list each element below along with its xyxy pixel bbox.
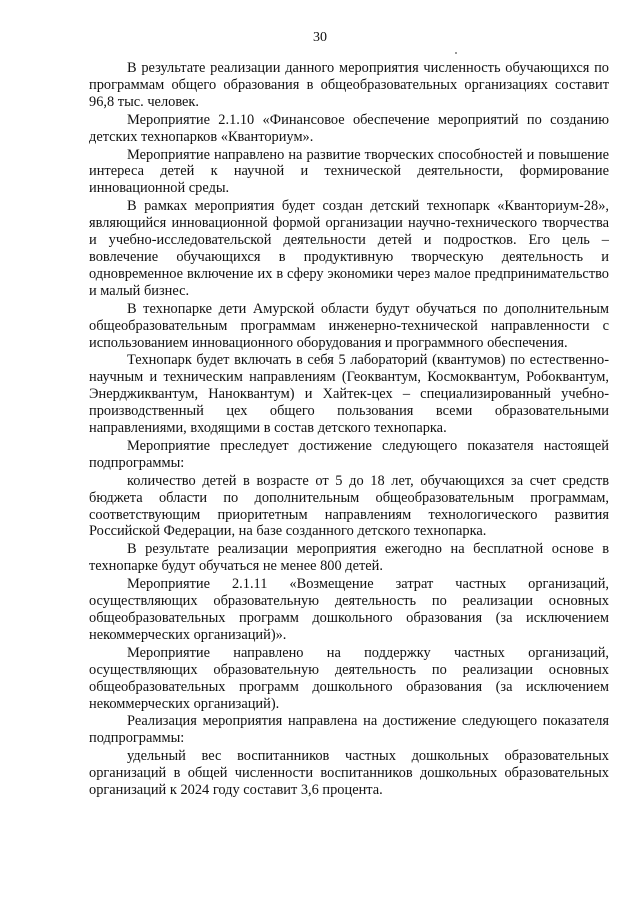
- scan-speck: [455, 52, 457, 54]
- paragraph: Мероприятие направлено на развитие творческих способностей и повышение интереса детей к научной и технической деятельности, формирование инновационной среды.: [89, 146, 609, 197]
- paragraph: Мероприятие 2.1.10 «Финансовое обеспечение мероприятий по созданию детских технопарков «Кванториум».: [89, 111, 609, 145]
- paragraph: В результате реализации данного мероприятия численность обучающихся по программам общего образования в общеобразовательных организациях составит 96,8 тыс. человек.: [89, 60, 609, 110]
- paragraph: Мероприятие 2.1.11 «Возмещение затрат частных организаций, осуществляющих образовательную деятельность по реализации основных общеобразовательных программ дошкольного образования (за исключением некоммерческих организаций)».: [89, 576, 609, 643]
- paragraph: Мероприятие преследует достижение следующего показателя настоящей подпрограммы:: [89, 437, 609, 471]
- paragraph: В технопарке дети Амурской области будут обучаться по дополнительным общеобразовательным программам инженерно-технической направленности с использованием инновационного оборудования и программного обеспечения.: [89, 300, 609, 351]
- page-number: 30: [313, 30, 327, 45]
- paragraph: В рамках мероприятия будет создан детский технопарк «Кванториум-28», являющийся инновационной формой организации научно-технического творчества и учебно-исследовательской деятельности детей и подростков. Его цель – вовлечение обучающихся в продуктивную творческую деятельность и одновременное включение их в сферу экономики через малое предпринимательство и малый бизнес.: [89, 198, 609, 299]
- paragraph: Реализация мероприятия направлена на достижение следующего показателя подпрограммы:: [89, 713, 609, 747]
- paragraph: количество детей в возрасте от 5 до 18 лет, обучающихся за счет средств бюджета области по дополнительным общеобразовательным программам, соответствующим приоритетным направлениям технологического развития Российской Федерации, на базе созданного детского технопарка.: [89, 472, 609, 540]
- paragraph: В результате реализации мероприятия ежегодно на бесплатной основе в технопарке будут обучаться не менее 800 детей.: [89, 541, 609, 575]
- paragraph: Технопарк будет включать в себя 5 лабораторий (квантумов) по естественно-научным и техническим направлениям (Геоквантум, Космоквантум, Робоквантум, Энерджиквантум, Наноквантум) и Хайтек-цех – специализированный учебно-производственный цех общего пользования всеми образовательными направлениями, входящими в состав детского технопарка.: [89, 352, 609, 437]
- paragraph: удельный вес воспитанников частных дошкольных образовательных организаций в общей численности воспитанников дошкольных образовательных организаций к 2024 году составит 3,6 процента.: [89, 748, 609, 799]
- paragraph: Мероприятие направлено на поддержку частных организаций, осуществляющих образовательную деятельность по реализации основных общеобразовательных программ дошкольного образования (за исключением некоммерческих организаций).: [89, 644, 609, 712]
- document-body: [89, 60, 609, 800]
